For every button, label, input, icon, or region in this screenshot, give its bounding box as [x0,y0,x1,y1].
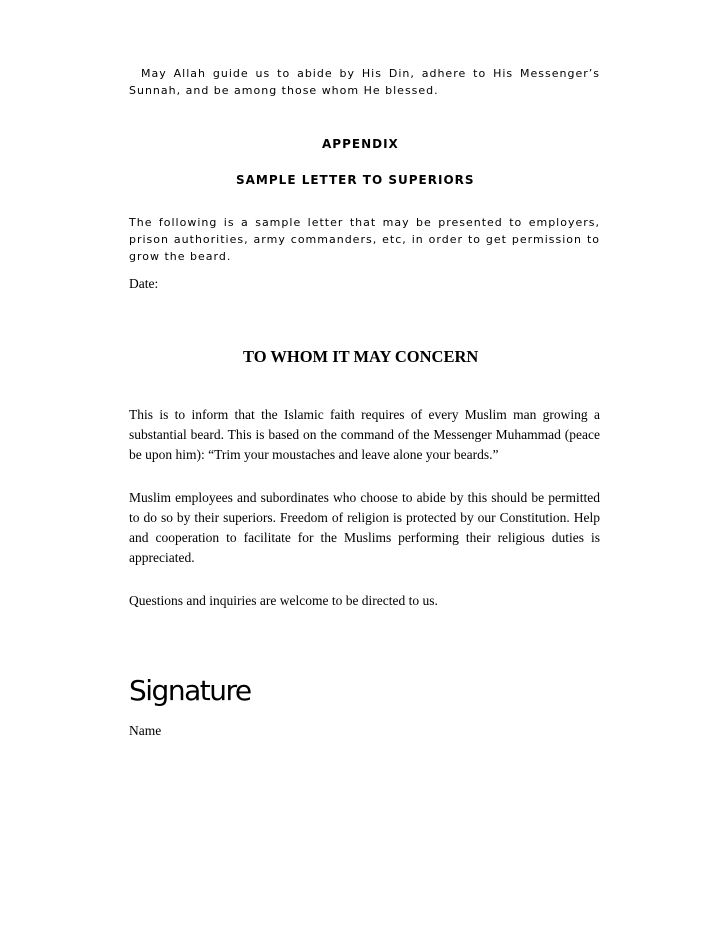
date-label: Date: [129,276,159,291]
letter-paragraph-3: Questions and inquiries are welcome to be directed to us. [129,593,438,608]
opening-prayer: May Allah guide us to abide by His Din, adhere to His Messenger’s Sunnah, and be among those whom He blessed. [129,67,600,97]
name-label: Name [129,723,162,738]
appendix-title: APPENDIX [322,137,399,151]
intro-paragraph: The following is a sample letter that may be presented to employers, prison authorities, army commanders, etc, in order to get permission to grow the beard. [129,216,600,263]
signature-line: Signature [129,674,251,707]
salutation-heading: TO WHOM IT MAY CONCERN [243,347,479,366]
letter-paragraph-1: This is to inform that the Islamic faith requires of every Muslim man growing a substantial beard. This is based on the command of the Messenger Muhammad (peace be upon him): “Trim your moustaches and leave alone your beards.” [129,407,600,462]
letter-paragraph-2: Muslim employees and subordinates who choose to abide by this should be permitted to do so by their superiors. Freedom of religion is protected by our Constitution. Help and cooperation to facilitate for the Muslims performing their religious duties is appreciated. [129,490,600,565]
letter-heading: SAMPLE LETTER TO SUPERIORS [236,173,475,187]
